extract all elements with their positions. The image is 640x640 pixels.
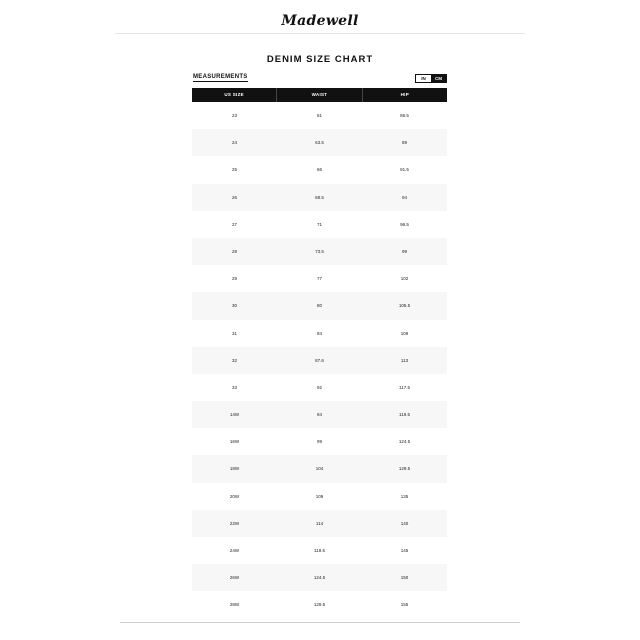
cell-waist: 84	[316, 330, 322, 336]
table-row	[192, 211, 447, 238]
cell-us-size: 24	[231, 140, 237, 146]
cell-waist: 119.5	[314, 548, 325, 553]
cell-us-size: 25	[231, 167, 237, 173]
cell-waist: 87.6	[315, 357, 324, 363]
cell-hip: 113	[400, 357, 409, 363]
cell-hip: 102	[400, 276, 409, 282]
cell-us-size: 27	[231, 221, 237, 227]
measurements-tab[interactable]: MEASUREMENTS	[193, 74, 248, 80]
cell-waist: 109	[315, 493, 324, 499]
unit-toggle[interactable]	[415, 74, 447, 83]
cell-us-size: 20W	[229, 493, 240, 499]
unit-cm-button[interactable]: CM	[431, 75, 446, 82]
size-chart-table	[192, 88, 447, 619]
table-row	[192, 591, 447, 618]
cell-hip: 135	[400, 493, 409, 499]
table-row	[192, 401, 447, 428]
cell-us-size: 26W	[229, 575, 240, 581]
table-row	[192, 129, 447, 156]
cell-hip: 117.5	[399, 384, 410, 390]
table-row	[192, 347, 447, 374]
cell-hip: 119.5	[399, 412, 410, 418]
cell-us-size: 32	[231, 357, 237, 363]
table-row	[192, 428, 447, 455]
cell-hip: 99	[401, 248, 407, 254]
cell-us-size: 33	[231, 384, 237, 390]
cell-waist: 92	[316, 384, 322, 390]
cell-hip: 124.5	[398, 439, 411, 445]
cell-hip: 105.5	[398, 303, 411, 309]
brand-logo[interactable]: Madewell	[281, 13, 359, 29]
cell-hip: 86.5	[400, 113, 409, 118]
cell-waist: 94	[316, 412, 322, 418]
cell-waist: 68.5	[315, 194, 324, 200]
cell-waist: 73.5	[315, 248, 324, 254]
cell-us-size: 24W	[229, 548, 240, 553]
cell-us-size: 30	[231, 303, 237, 309]
cell-hip: 89	[401, 140, 407, 146]
unit-in-button[interactable]: IN	[416, 75, 431, 82]
page-title: DENIM SIZE CHART	[266, 54, 374, 65]
footer-divider	[120, 622, 520, 623]
cell-waist: 77	[316, 276, 322, 282]
cell-us-size: 28W	[229, 602, 240, 608]
table-row	[192, 320, 447, 347]
cell-waist: 129.5	[313, 602, 326, 608]
header-divider	[115, 33, 525, 34]
header-hip: HIP	[400, 92, 410, 97]
cell-hip: 150	[400, 575, 409, 581]
table-row	[192, 102, 447, 129]
table-row	[192, 564, 447, 591]
cell-us-size: 29	[231, 276, 237, 282]
cell-waist: 99	[316, 439, 322, 445]
cell-us-size: 23	[231, 113, 237, 118]
cell-hip: 129.5	[398, 466, 411, 472]
cell-us-size: 26	[231, 194, 237, 200]
cell-us-size: 18W	[229, 466, 240, 472]
table-row	[192, 156, 447, 183]
table-row	[192, 374, 447, 401]
cell-waist: 63.5	[315, 140, 324, 146]
table-row	[192, 455, 447, 482]
table-row	[192, 292, 447, 319]
table-row	[192, 265, 447, 292]
cell-hip: 94	[401, 194, 407, 200]
table-row	[192, 483, 447, 510]
cell-hip: 91.5	[400, 167, 409, 173]
cell-waist: 80	[316, 303, 322, 309]
header-waist: WAIST	[277, 88, 362, 102]
header-us-size: US SIZE	[192, 88, 277, 102]
cell-waist: 104	[315, 466, 324, 472]
cell-us-size: 28	[231, 248, 237, 254]
cell-waist: 61	[316, 113, 322, 118]
table-row	[192, 184, 447, 211]
cell-waist: 71	[316, 221, 322, 227]
cell-us-size: 14W	[229, 412, 240, 418]
table-row	[192, 510, 447, 537]
table-header	[192, 88, 447, 102]
cell-hip: 109	[400, 330, 409, 336]
cell-hip: 140	[400, 520, 409, 526]
cell-us-size: 31	[231, 330, 237, 336]
cell-hip: 96.5	[400, 221, 409, 227]
table-row	[192, 238, 447, 265]
cell-waist: 124.5	[313, 575, 326, 581]
cell-us-size: 16W	[229, 439, 240, 445]
cell-waist: 114	[315, 520, 324, 526]
table-row	[192, 537, 447, 564]
table-body	[192, 102, 447, 619]
cell-us-size: 22W	[229, 520, 240, 526]
cell-hip: 145	[400, 548, 409, 553]
cell-waist: 66	[316, 167, 322, 173]
cell-hip: 155	[400, 602, 409, 608]
